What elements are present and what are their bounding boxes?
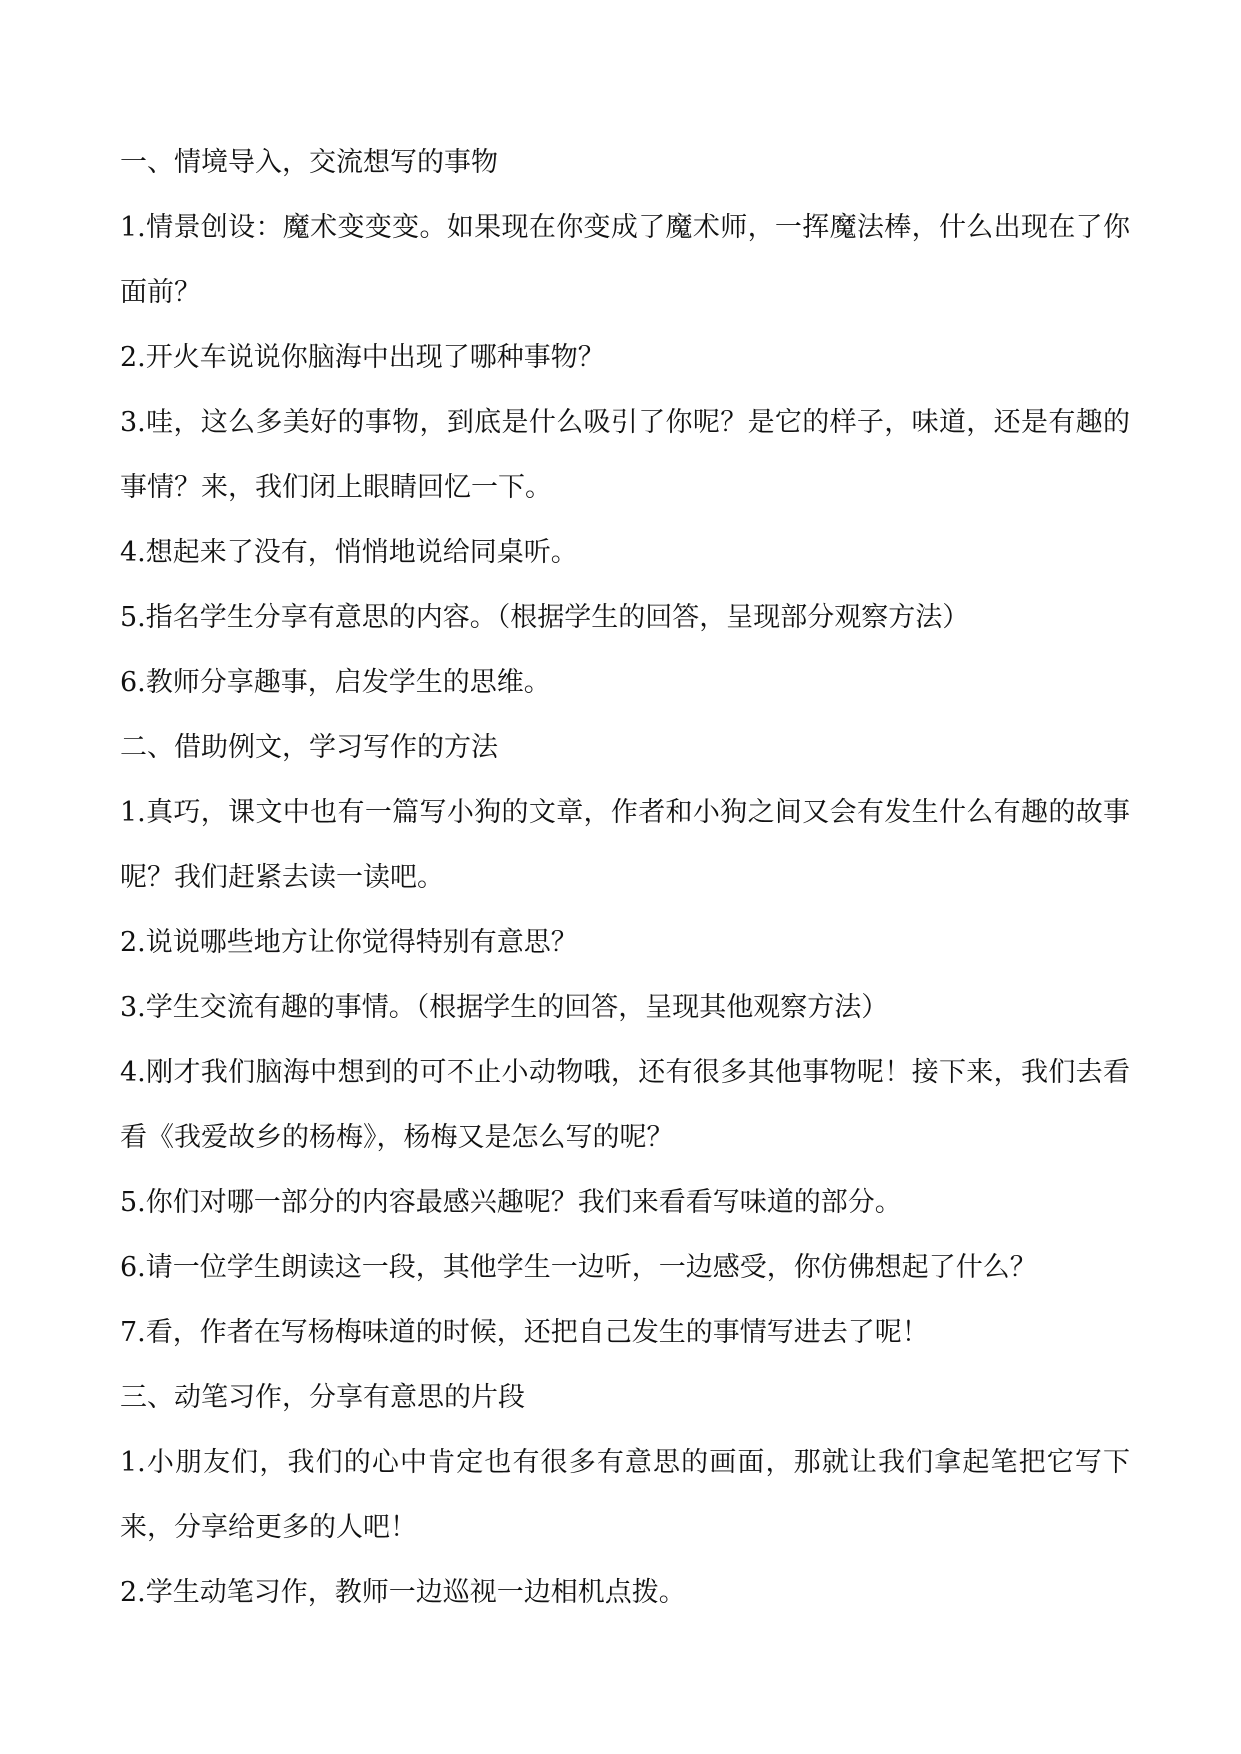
paragraph: 6.教师分享趣事，启发学生的思维。 xyxy=(120,667,551,698)
paragraph: 7.看，作者在写杨梅味道的时候，还把自己发生的事情写进去了呢！ xyxy=(120,1317,929,1348)
paragraph: 2.开火车说说你脑海中出现了哪种事物？ xyxy=(120,342,605,373)
document-body xyxy=(120,130,1130,1625)
paragraph: 5.指名学生分享有意思的内容。（根据学生的回答，呈现部分观察方法） xyxy=(120,602,970,633)
paragraph: 1.情景创设：魔术变变变。如果现在你变成了魔术师，一挥魔法棒，什么出现在了你面前？ xyxy=(120,212,1130,308)
section-heading: 一、情境导入，交流想写的事物 xyxy=(120,147,498,178)
section-heading: 二、借助例文，学习写作的方法 xyxy=(120,732,498,763)
paragraph: 5.你们对哪一部分的内容最感兴趣呢？我们来看看写味道的部分。 xyxy=(120,1187,902,1218)
paragraph: 6.请一位学生朗读这一段，其他学生一边听，一边感受，你仿佛想起了什么？ xyxy=(120,1252,1037,1283)
paragraph: 3.哇，这么多美好的事物，到底是什么吸引了你呢？是它的样子，味道，还是有趣的事情？来，我们闭上眼睛回忆一下。 xyxy=(120,407,1130,503)
paragraph: 1.小朋友们，我们的心中肯定也有很多有意思的画面，那就让我们拿起笔把它写下来，分享给更多的人吧！ xyxy=(120,1447,1130,1543)
paragraph: 4.刚才我们脑海中想到的可不止小动物哦，还有很多其他事物呢！接下来，我们去看看《我爱故乡的杨梅》，杨梅又是怎么写的呢？ xyxy=(120,1057,1130,1153)
paragraph: 1.真巧，课文中也有一篇写小狗的文章，作者和小狗之间又会有发生什么有趣的故事呢？我们赶紧去读一读吧。 xyxy=(120,797,1130,893)
paragraph: 2.说说哪些地方让你觉得特别有意思？ xyxy=(120,927,578,958)
section-heading: 三、动笔习作，分享有意思的片段 xyxy=(120,1382,525,1413)
paragraph: 2.学生动笔习作，教师一边巡视一边相机点拨。 xyxy=(120,1577,686,1608)
paragraph: 3.学生交流有趣的事情。（根据学生的回答，呈现其他观察方法） xyxy=(120,992,889,1023)
paragraph: 4.想起来了没有，悄悄地说给同桌听。 xyxy=(120,537,578,568)
